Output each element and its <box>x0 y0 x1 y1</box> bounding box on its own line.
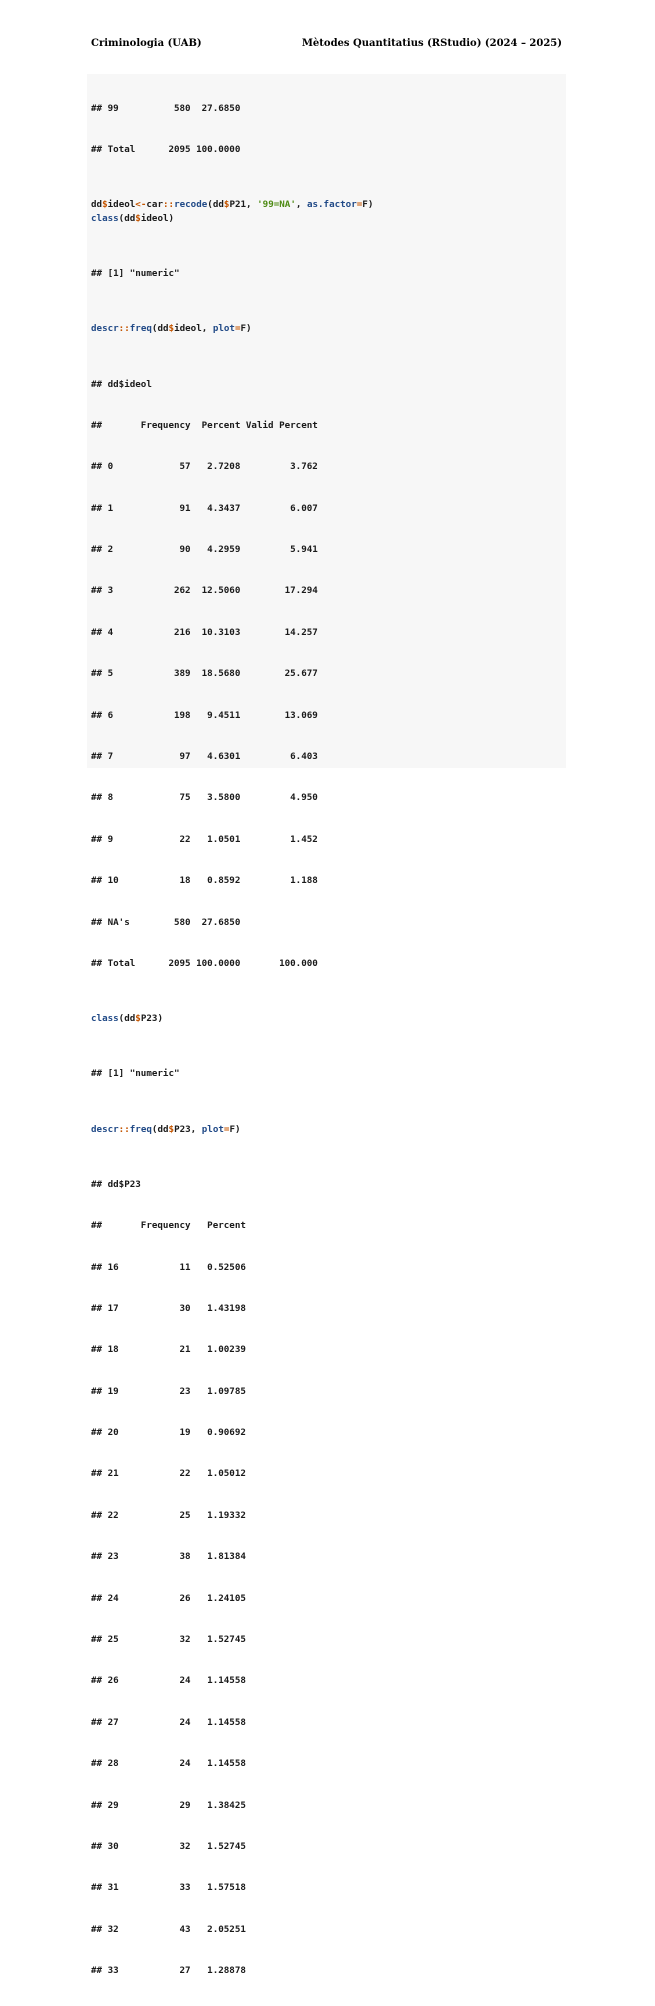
output-line: ## 5 389 18.5680 25.677 <box>91 668 318 680</box>
code-token: ( <box>118 1013 125 1025</box>
output-line: ## 1 91 4.3437 6.007 <box>91 502 318 514</box>
output-line: ## 33 27 1.28878 <box>91 1965 246 1977</box>
code-token: dd <box>212 199 224 211</box>
code-line <box>91 1012 566 1026</box>
code-token: <- <box>135 199 147 211</box>
code-token: ) <box>367 199 374 211</box>
output-line: ## 17 30 1.43198 <box>91 1302 246 1314</box>
output-class <box>87 240 566 309</box>
code-token: , <box>295 199 307 211</box>
header-subject: Mètodes Quantitatius (RStudio) (2024 – 2025) <box>301 38 562 49</box>
output-line: ## 3 262 12.5060 17.294 <box>91 585 318 597</box>
code-token: '99=NA' <box>257 199 296 211</box>
code-token: :: <box>118 323 130 335</box>
code-freq-ideol <box>87 322 566 336</box>
header-course: Criminologia (UAB) <box>91 38 202 49</box>
code-token: dd <box>91 199 103 211</box>
code-line <box>91 212 566 226</box>
code-token: ( <box>207 199 213 211</box>
code-token: class <box>91 212 119 224</box>
output-line: ## 20 19 0.90692 <box>91 1427 246 1439</box>
output-line: ## 8 75 3.5800 4.950 <box>91 792 318 804</box>
output-line: ## 6 198 9.4511 13.069 <box>91 709 318 721</box>
code-token: dd <box>157 323 169 335</box>
output-line: ## Total 2095 100.0000 100.000 <box>91 958 318 969</box>
output-line: ## 32 43 2.05251 <box>91 1923 246 1935</box>
output-line: ## 10 18 0.8592 1.188 <box>91 875 318 887</box>
code-token: P23 <box>174 1123 191 1135</box>
code-token: plot <box>201 1123 224 1135</box>
code-token: :: <box>162 199 175 211</box>
code-token: ideol <box>107 199 136 211</box>
output-line: ## 7 97 4.6301 6.403 <box>91 751 318 763</box>
code-freq-p23 <box>87 1123 566 1137</box>
code-token: ) <box>168 212 175 224</box>
code-token: ( <box>151 323 158 335</box>
output-line: ## 31 33 1.57518 <box>91 1882 246 1894</box>
code-token: = <box>234 323 241 335</box>
code-token: ) <box>157 1013 163 1025</box>
code-token: F <box>229 1123 235 1135</box>
code-token: = <box>223 1123 230 1135</box>
output-line: ## Total 2095 100.0000 <box>91 143 241 155</box>
output-line: ## 2 90 4.2959 5.941 <box>91 544 318 556</box>
output-class-p23 <box>87 1040 566 1109</box>
code-token: , <box>246 199 258 211</box>
code-token: = <box>356 199 363 211</box>
output-line: ## 26 24 1.14558 <box>91 1675 246 1687</box>
output-line: ## 23 38 1.81384 <box>91 1551 246 1563</box>
output-line: ## 18 21 1.00239 <box>91 1344 246 1356</box>
code-line <box>91 1123 566 1137</box>
output-line: ## 24 26 1.24105 <box>91 1592 246 1604</box>
output-line: ## [1] "numeric" <box>91 268 180 280</box>
output-line: ## 28 24 1.14558 <box>91 1758 246 1770</box>
output-line: ## dd$P23 <box>91 1178 141 1190</box>
code-token: class <box>91 1013 119 1025</box>
code-token: dd <box>124 1013 136 1025</box>
code-token: ( <box>118 212 125 224</box>
output-line: ## Frequency Percent Valid Percent <box>91 419 318 431</box>
code-output-panel <box>87 74 566 1977</box>
output-line: ## 22 25 1.19332 <box>91 1509 246 1521</box>
code-token: $ <box>168 1123 175 1135</box>
code-token: as.factor <box>306 199 357 211</box>
output-freq-ideol <box>87 350 566 998</box>
output-line: ## 0 57 2.7208 3.762 <box>91 461 318 473</box>
output-freq-tail <box>87 74 566 184</box>
code-recode <box>87 198 566 226</box>
code-token: ) <box>234 1123 241 1135</box>
output-line: ## 16 11 0.52506 <box>91 1261 246 1273</box>
code-token: plot <box>212 323 235 335</box>
code-token: $ <box>135 212 141 224</box>
code-class-p23 <box>87 1012 566 1026</box>
output-line: ## 4 216 10.3103 14.257 <box>91 626 318 638</box>
code-token: ideol <box>174 323 202 335</box>
output-line: ## Frequency Percent <box>91 1220 246 1232</box>
code-token: , <box>190 1123 202 1135</box>
code-token: F <box>240 323 247 335</box>
code-token: $ <box>102 199 108 211</box>
code-token: F <box>362 199 368 211</box>
code-line <box>91 198 566 212</box>
code-token: descr <box>91 323 119 335</box>
code-token: ) <box>246 323 252 335</box>
code-token: , <box>201 323 213 335</box>
code-token: P23 <box>140 1013 158 1025</box>
code-token: $ <box>223 199 230 211</box>
code-token: freq <box>129 1123 152 1135</box>
code-token: :: <box>118 1123 130 1135</box>
code-token: ideol <box>140 212 169 224</box>
output-line: ## 9 22 1.0501 1.452 <box>91 833 318 845</box>
code-token: ( <box>151 1123 158 1135</box>
code-token: recode <box>174 199 208 211</box>
code-token: $ <box>168 323 175 335</box>
output-line: ## 29 29 1.38425 <box>91 1799 246 1811</box>
code-token: freq <box>129 323 152 335</box>
output-line: ## 30 32 1.52745 <box>91 1841 246 1852</box>
output-line: ## 19 23 1.09785 <box>91 1385 246 1397</box>
code-token: P21 <box>229 199 247 211</box>
code-token: $ <box>135 1013 141 1025</box>
output-line: ## 25 32 1.52745 <box>91 1634 246 1646</box>
output-line: ## 99 580 27.6850 <box>91 102 241 114</box>
code-token: dd <box>124 212 136 224</box>
output-line: ## 21 22 1.05012 <box>91 1468 246 1480</box>
output-line: ## NA's 580 27.6850 <box>91 916 241 928</box>
code-token: dd <box>157 1123 169 1135</box>
output-line: ## 27 24 1.14558 <box>91 1716 246 1728</box>
code-token: car <box>146 199 163 211</box>
output-line: ## dd$ideol <box>91 378 152 390</box>
output-line: ## [1] "numeric" <box>91 1068 180 1080</box>
output-freq-p23 <box>87 1150 566 2005</box>
code-token: descr <box>91 1123 119 1135</box>
code-line <box>91 322 566 336</box>
